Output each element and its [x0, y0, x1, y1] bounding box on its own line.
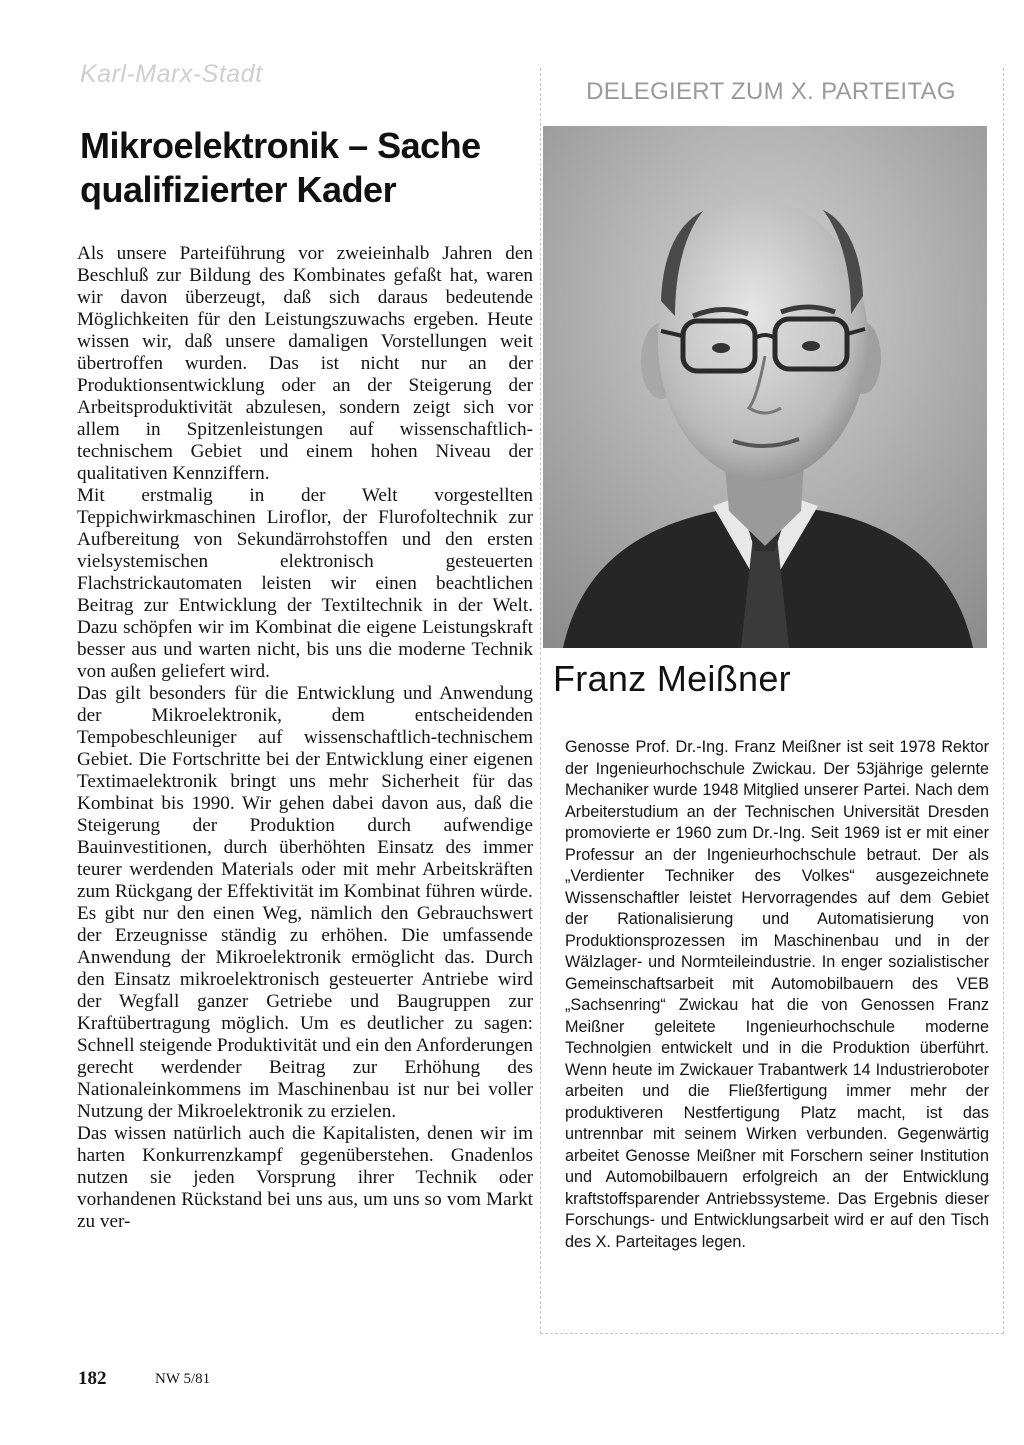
page-number: 182: [78, 1368, 107, 1389]
portrait-image: [543, 126, 987, 648]
article-headline: Mikroelektronik – Sache qualifizierter Kader: [80, 125, 481, 210]
profile-bio: [565, 737, 989, 1253]
article-paragraph: Es gibt nur den einen Weg, nämlich den Gebrauchswert der Erzeugnisse ständig zu erhöhen. Die umfassende Anwendung der Mikroelektronik ermöglicht das. Durch den Einsatz mikroelektronisch gesteuerter Antriebe wird der Wegfall ganzer Getriebe und Baugruppen zur Kraftübertragung möglich. Um es deutlicher zu sagen: Schnell steigende Produktivität und ein den Anforderungen gerecht werdender Beitrag zur Erhöhung des Nationaleinkommens im Maschinenbau ist nur bei voller Nutzung der Mikroelektronik zu erzielen.: [77, 903, 533, 1122]
article-paragraph: Das wissen natürlich auch die Kapitalisten, denen wir im harten Konkurrenzkampf gegenüberstehen. Gnadenlos nutzen sie jeden Vorsprung ihrer Technik oder vorhandenen Rückstand bei uns aus, um uns so vom Markt zu ver-: [77, 1123, 533, 1232]
article-paragraph: Das gilt besonders für die Entwicklung und Anwendung der Mikroelektronik, dem entscheidenden Tempobeschleuniger auf wissenschaftlich-technischem Gebiet. Die Fortschritte bei der Entwicklung einer eigenen Textimaelektronik bringt uns mehr Sicherheit für das Kombinat bis 1990. Wir gehen dabei davon aus, daß die Steigerung der Produktion durch aufwendige Bauinvestitionen, durch überhöhten Einsatz des immer teurer werdenden Materials oder mit mehr Arbeitskräften zum Rückgang der Effektivität im Kombinat führen würde.: [77, 683, 533, 902]
issue-label: NW 5/81: [155, 1371, 211, 1387]
portrait-photo: [543, 126, 987, 648]
article-paragraph: Mit erstmalig in der Welt vorgestellten Teppichwirkmaschinen Liroflor, der Flurofoltechnik zur Aufbereitung von Sekundärrohstoffen und den ersten vielsystemischen elektronisch gesteuerten Flachstrickautomaten leisten wir einen beachtlichen Beitrag zur Entwicklung der Textiltechnik in der Welt. Dazu schöpfen wir im Kombinat die eigene Leistungskraft besser aus und warten nicht, bis uns die moderne Technik von außen geliefert wird.: [77, 485, 533, 682]
region-tag: Karl-Marx-Stadt: [80, 60, 263, 88]
article-body: [77, 243, 533, 1233]
delegate-banner: DELEGIERT ZUM X. PARTEITAG: [586, 78, 956, 105]
bio-paragraph: Genosse Prof. Dr.-Ing. Franz Meißner ist seit 1978 Rektor der Ingenieurhochschule Zwickau. Der 53jährige gelernte Mechaniker wurde 1948 Mitglied unserer Partei. Nach dem Arbeiterstudium an der Technischen Universität Dresden promovierte er 1960 zum Dr.-Ing. Seit 1969 ist er mit einer Professur an der Ingenieurhochschule betraut. Der als „Verdienter Techniker des Volkes“ ausgezeichnete Wissenschaftler leistet Hervorragendes auf dem Gebiet der Rationalisierung und Automatisierung von Produktionsprozessen im Maschinenbau und in der Wälzlager- und Normteileindustrie. In enger sozialistischer Gemeinschaftsarbeit mit Automobilbauern des VEB „Sachsenring“ Zwickau hat die von Genossen Franz Meißner geleitete Ingenieurhochschule moderne Technolgien entwickelt und in die Produktion überführt. Wenn heute im Zwickauer Trabantwerk 14 Industrieroboter arbeiten und die Fließfertigung immer mehr der produktiveren Nestfertigung Platz macht, ist das untrennbar mit seinem Wirken verbunden. Gegenwärtig arbeitet Genosse Meißner mit Forschern seiner Institution und Automobilbauern erfolgreich an der Entwicklung kraftstoffsparender Antriebssysteme. Das Ergebnis dieser Forschungs- und Entwicklungsarbeit wird er auf den Tisch des X. Parteitages legen.: [565, 738, 989, 1251]
article-paragraph: Als unsere Parteiführung vor zweieinhalb Jahren den Beschluß zur Bildung des Kombinates gefaßt hat, waren wir davon überzeugt, daß sich daraus bedeutende Möglichkeiten für den Leistungszuwachs ergeben. Heute wissen wir, daß unsere damaligen Vorstellungen weit übertroffen wurden. Das ist nicht nur an der Produktionsentwicklung oder an der Steigerung der Arbeitsproduktivität abzulesen, sondern zeigt sich vor allem in Spitzenleistungen auf wissenschaftlich-technischem Gebiet und einem hohen Niveau der qualitativen Kennziffern.: [77, 243, 533, 484]
profile-name: Franz Meißner: [553, 658, 791, 699]
